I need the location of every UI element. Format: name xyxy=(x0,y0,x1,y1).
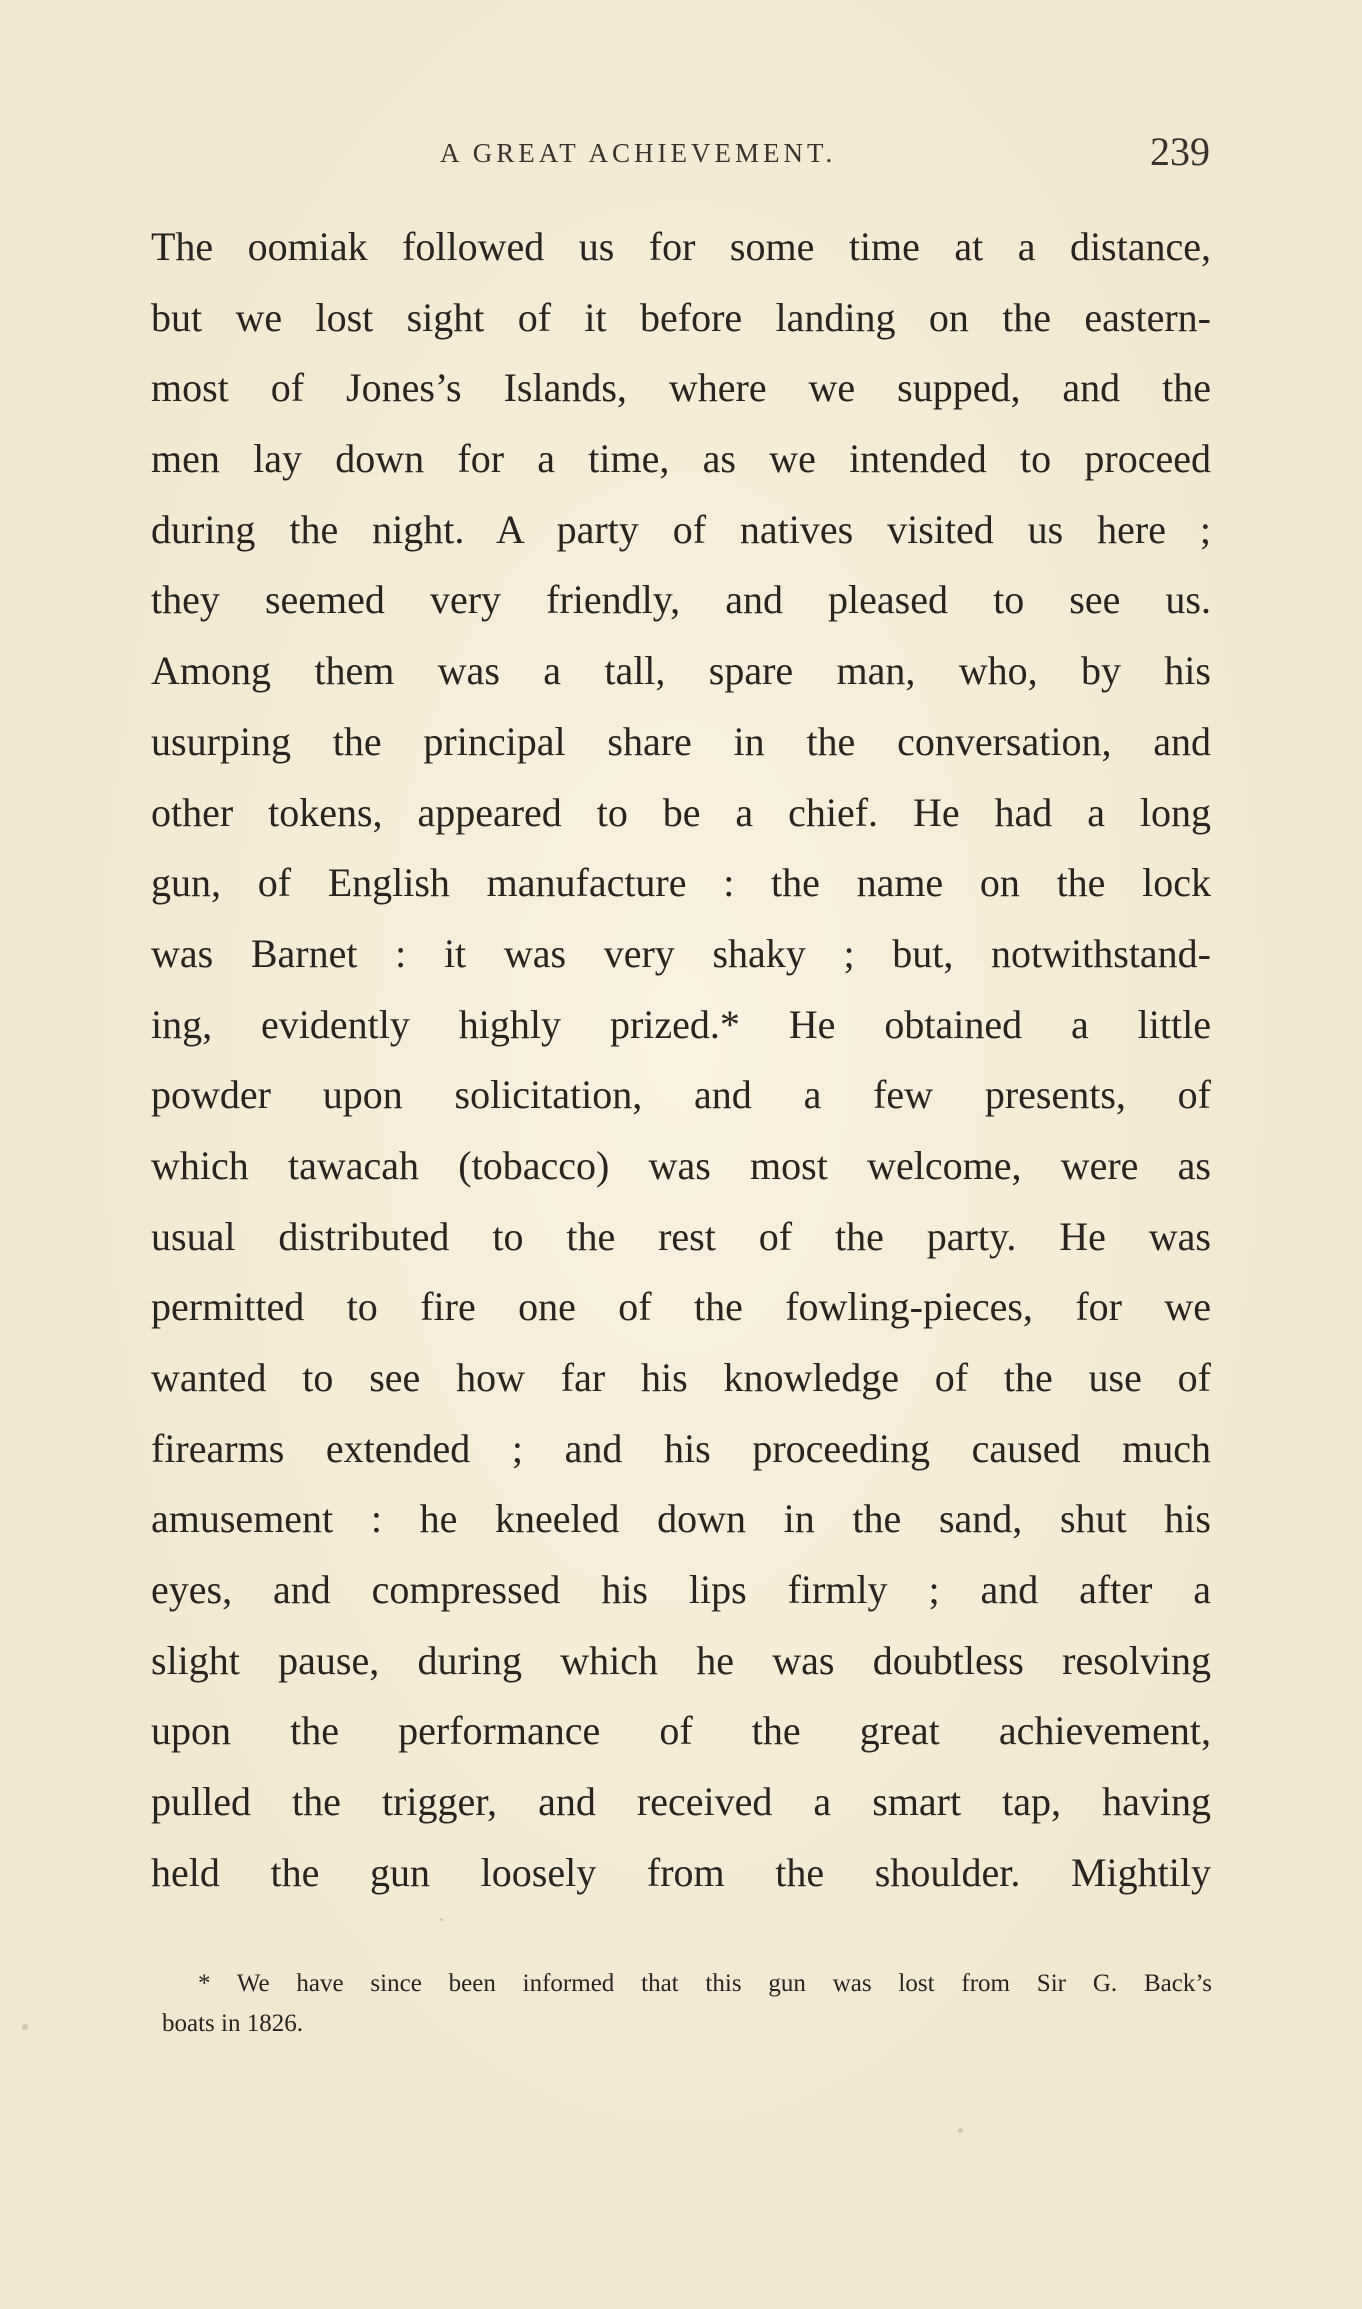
page-header xyxy=(150,126,1210,186)
text-line: upon the performance of the great achievement, xyxy=(151,1708,1211,1754)
text-line: usurping the principal share in the conversation, and xyxy=(151,718,1211,764)
text-line: permitted to fire one of the fowling-pieces, for we xyxy=(151,1284,1211,1330)
text-line: men lay down for a time, as we intended to proceed xyxy=(151,436,1211,482)
text-line: powder upon solicitation, and a few presents, of xyxy=(151,1072,1211,1118)
body-text xyxy=(151,212,1211,1909)
footnote xyxy=(162,1964,1212,2044)
text-line: was Barnet : it was very shaky ; but, notwithstand- xyxy=(151,930,1211,976)
text-line: slight pause, during which he was doubtless resolving xyxy=(151,1637,1211,1683)
text-line: but we lost sight of it before landing on the eastern- xyxy=(151,294,1211,340)
page-number: 239 xyxy=(1150,129,1210,174)
running-head: A GREAT ACHIEVEMENT. xyxy=(440,138,837,168)
text-line: during the night. A party of natives visited us here ; xyxy=(151,506,1211,552)
paper-speck xyxy=(440,1918,443,1921)
text-line: most of Jones’s Islands, where we supped, and the xyxy=(151,365,1211,411)
text-line: which tawacah (tobacco) was most welcome, were as xyxy=(151,1142,1211,1188)
text-line: usual distributed to the rest of the party. He was xyxy=(151,1213,1211,1259)
paper-speck xyxy=(22,2024,28,2030)
text-line: eyes, and compressed his lips firmly ; and after a xyxy=(151,1567,1211,1613)
text-line: gun, of English manufacture : the name on the lock xyxy=(151,860,1211,906)
text-line: firearms extended ; and his proceeding caused much xyxy=(151,1425,1211,1471)
text-line: pulled the trigger, and received a smart tap, having xyxy=(151,1779,1211,1825)
text-line: other tokens, appeared to be a chief. He had a long xyxy=(151,789,1211,835)
text-line: Among them was a tall, spare man, who, by his xyxy=(151,648,1211,694)
footnote-line: * We have since been informed that this gun was lost from Sir G. Back’s xyxy=(198,1970,1212,1997)
text-line: wanted to see how far his knowledge of the use of xyxy=(151,1355,1211,1400)
footnote-line: boats in 1826. xyxy=(162,2010,303,2037)
text-line: ing, evidently highly prized.* He obtained a little xyxy=(151,1001,1211,1047)
text-line: they seemed very friendly, and pleased to see us. xyxy=(151,577,1211,623)
text-line: held the gun loosely from the shoulder. Mightily xyxy=(151,1849,1211,1895)
paper-speck xyxy=(958,2128,963,2133)
text-line: The oomiak followed us for some time at a distance, xyxy=(151,224,1211,269)
text-line: amusement : he kneeled down in the sand, shut his xyxy=(151,1496,1211,1542)
